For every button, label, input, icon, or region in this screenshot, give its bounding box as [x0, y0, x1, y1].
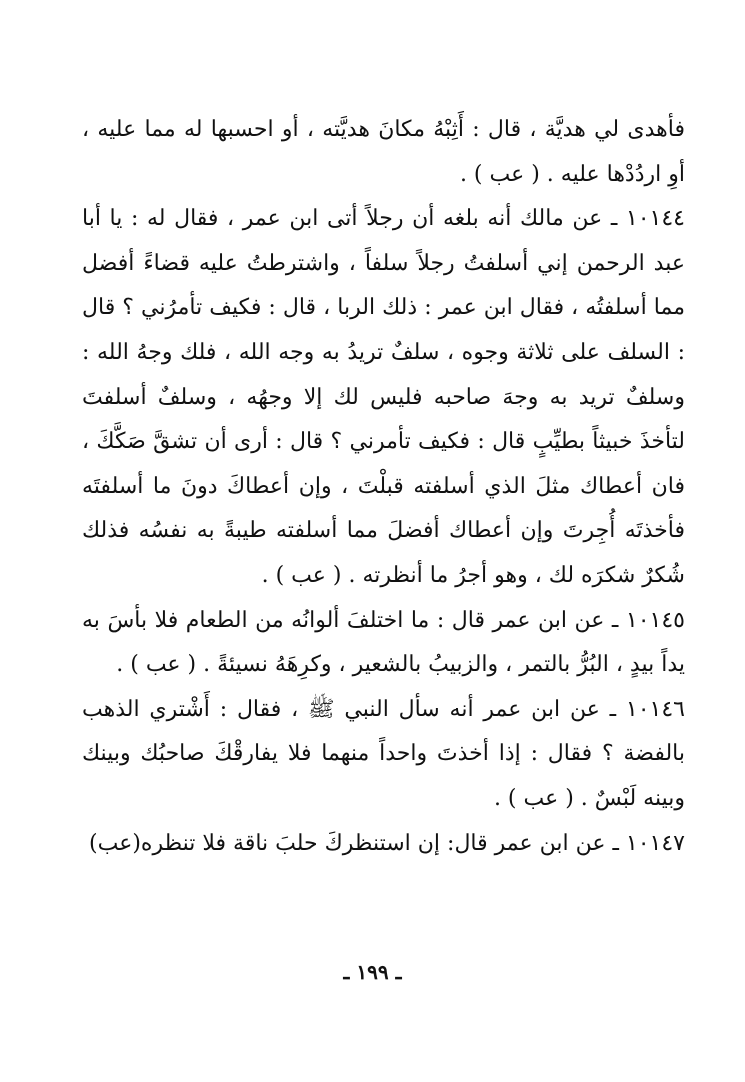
hadith-text-block [82, 108, 685, 866]
paragraph-continuation: فأهدى لي هديَّة ، قال : أَثِبْهُ مكانَ هديَّته ، أو احسبها له مما عليه ، أوِ اردُدْها عليه . ( عب ) . [82, 117, 685, 187]
paragraph-hadith-10146: ١٠١٤٦ ـ عن ابن عمر أنه سأل النبي ﷺ ، فقال : أَشْتري الذهب بالفضة ؟ فقال : إذا أخذتَ واحداً منهما فلا يفارقْكَ صاحبُك وبينك وبينه لَبْسٌ . ( عب ) . [82, 696, 685, 811]
paragraph-hadith-10145: ١٠١٤٥ ـ عن ابن عمر قال : ما اختلفَ ألوانُه من الطعام فلا بأسَ به يداً بيدٍ ، البُرُّ بالتمر ، والزبيبُ بالشعير ، وكرِهَهُ نسيئةً . ( عب ) . [82, 607, 685, 678]
page-number: ـ ١٩٩ ـ [343, 960, 402, 984]
paragraph-hadith-10144: ١٠١٤٤ ـ عن مالك أنه بلغه أن رجلاً أتى ابن عمر ، فقال له : يا أبا عبد الرحمن إني أسلفتُ رجلاً سلفاً ، واشترطتُ عليه قضاءً أفضل مما أسلفتُه ، فقال ابن عمر : ذلك الربا ، قال : فكيف تأمرُني ؟ قال : السلف على ثلاثة وجوه ، سلفٌ تريدُ به وجه الله ، فلك وجهُ الله : وسلفٌ تريد به وجهَ صاحبه فليس لك إلا وجهُه ، وسلفٌ أسلفتَ لتأخذَ خبيثاً بطيِّبٍ قال : فكيف تأمرني ؟ قال : أرى أن تشقَّ صَكَّكَ ، فان أعطاك مثلَ الذي أسلفته قبلْتَ ، وإن أعطاكَ دونَ ما أسلفتَه فأخذتَه أُجِرتَ وإن أعطاك أفضلَ مما أسلفته طيبةً به نفسُه فذلك شُكرٌ شكرَه لك ، وهو أجرُ ما أنظرته . ( عب ) . [82, 206, 685, 588]
paragraph-hadith-10147: ١٠١٤٧ ـ عن ابن عمر قال: إن استنظركَ حلبَ ناقة فلا تنظره(عب) [89, 830, 685, 856]
